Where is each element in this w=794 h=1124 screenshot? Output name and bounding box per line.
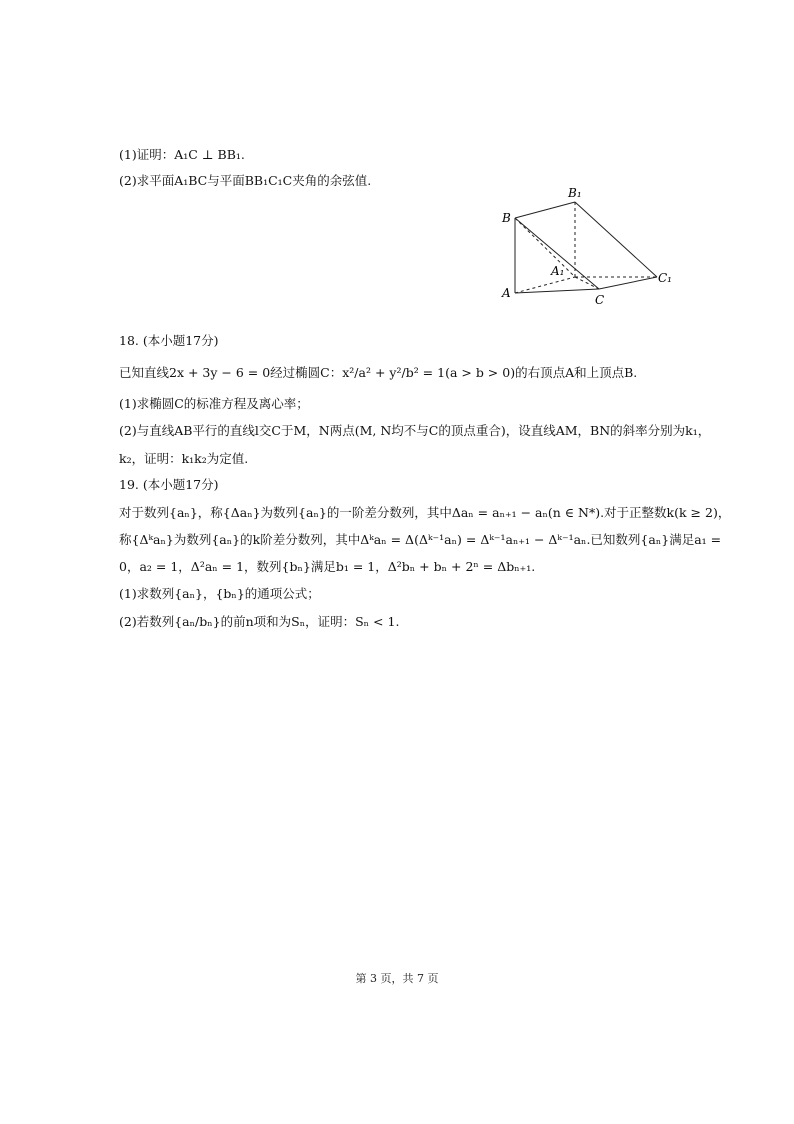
label-A1: A₁ — [551, 264, 565, 278]
prism-figure — [490, 185, 680, 310]
q19-sentence1: 对于数列{aₙ}，称{Δaₙ}为数列{aₙ}的一阶差分数列，其中Δaₙ = aₙ₊₁ − aₙ(n ∈ N*).对于正整数k(k ≥ 2)， — [119, 505, 731, 520]
q17-part2: (2)求平面A₁BC与平面BB₁C₁C夹角的余弦值. — [119, 173, 372, 188]
label-B1: B₁ — [568, 186, 582, 200]
q19-sentence2: 称{Δᵏaₙ}为数列{aₙ}的k阶差分数列，其中Δᵏaₙ = Δ(Δᵏ⁻¹aₙ) = Δᵏ⁻¹aₙ₊₁ − Δᵏ⁻¹aₙ.已知数列{aₙ}满足a₁ = — [119, 532, 722, 547]
q19-heading: 19. (本小题17分) — [119, 477, 219, 492]
q17-part1: (1)证明：A₁C ⊥ BB₁. — [119, 147, 245, 162]
page-footer: 第 3 页，共 7 页 — [355, 972, 439, 985]
q19-part2: (2)若数列{aₙ/bₙ}的前n项和为Sₙ，证明：Sₙ < 1. — [119, 614, 400, 629]
q18-heading: 18. (本小题17分) — [119, 333, 219, 348]
label-C: C — [595, 293, 605, 307]
q18-part2-line2: k₂，证明：k₁k₂为定值. — [119, 451, 249, 466]
q18-part2-line1: (2)与直线AB平行的直线l交C于M，N两点(M, N均不与C的顶点重合)，设直线AM，BN的斜率分别为k₁， — [119, 423, 711, 438]
q19-part1: (1)求数列{aₙ}，{bₙ}的通项公式； — [119, 586, 320, 601]
label-B: B — [502, 211, 511, 225]
q18-stem: 已知直线2x + 3y − 6 = 0经过椭圆C：x²/a² + y²/b² = 1(a > b > 0)的右顶点A和上顶点B. — [119, 365, 638, 380]
q18-part1: (1)求椭圆C的标准方程及离心率； — [119, 396, 309, 411]
label-A: A — [502, 286, 511, 300]
label-C1: C₁ — [658, 271, 672, 285]
q19-sentence3: 0，a₂ = 1，Δ²aₙ = 1，数列{bₙ}满足b₁ = 1，Δ²bₙ + bₙ + 2ⁿ = Δbₙ₊₁. — [119, 559, 536, 574]
